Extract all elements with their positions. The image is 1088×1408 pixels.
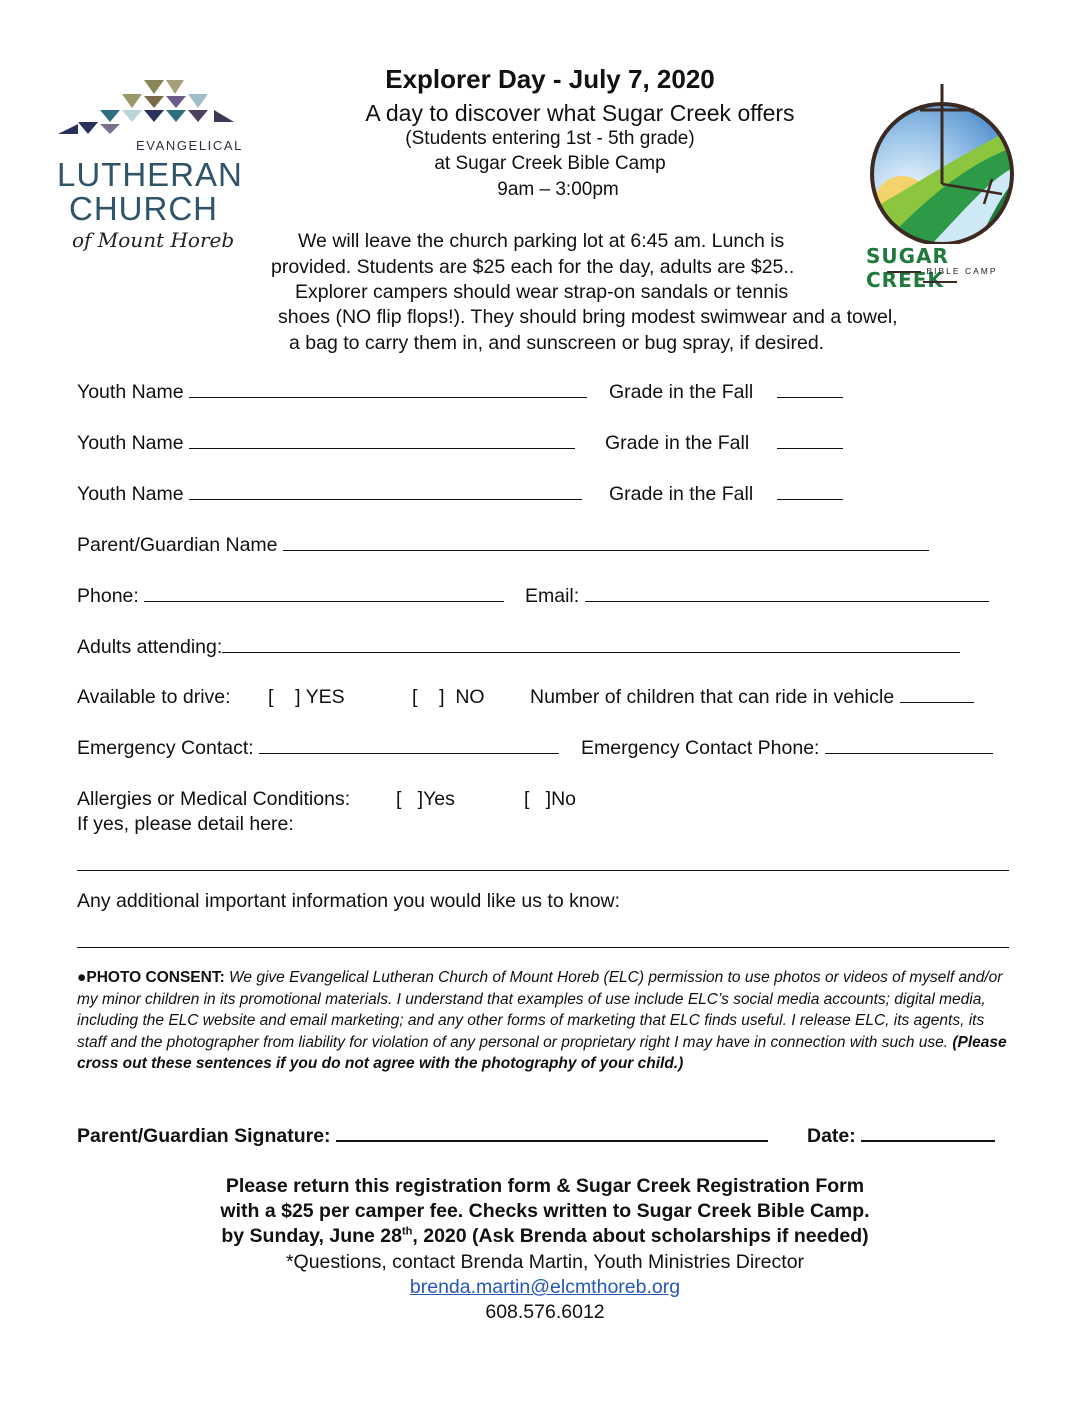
allergies-yes-checkbox[interactable]: [ ]Yes [396, 788, 455, 810]
emergency-contact-input[interactable] [259, 737, 559, 754]
signature-row [77, 1124, 768, 1148]
photo-consent-heading: ●PHOTO CONSENT: [77, 969, 225, 986]
location-text: at Sugar Creek Bible Camp [434, 153, 666, 174]
page-subtitle: A day to discover what Sugar Creek offers [365, 100, 795, 126]
grades-text: (Students entering 1st - 5th grade) [405, 128, 695, 149]
photo-consent-note: (Please cross out these sentences if you do not agree with the photography of your child.) [77, 1033, 1007, 1072]
emergency-phone-input[interactable] [825, 737, 993, 754]
emergency-contact-row [77, 737, 559, 760]
grade-label: Grade in the Fall [609, 483, 754, 505]
adults-input[interactable] [222, 636, 960, 653]
additional-info-input[interactable] [77, 947, 1009, 948]
grade-input[interactable] [777, 432, 843, 449]
signature-label: Parent/Guardian Signature: [77, 1125, 331, 1147]
intro-line: shoes (NO flip flops!). They should bring modest swimwear and a towel, [278, 306, 898, 328]
return-instructions-line: with a $25 per camper fee. Checks written to Sugar Creek Bible Camp. [220, 1200, 870, 1222]
contact-email-row [150, 1276, 940, 1299]
parent-name-label: Parent/Guardian Name [77, 534, 278, 556]
questions-line: *Questions, contact Brenda Martin, Youth Ministries Director [285, 1251, 805, 1273]
email-input[interactable] [585, 585, 989, 602]
emergency-phone-row [581, 737, 993, 760]
phone-input[interactable] [144, 585, 504, 602]
date-input[interactable] [861, 1124, 995, 1142]
children-row [530, 686, 974, 709]
parent-name-row [77, 534, 929, 557]
youth-name-label: Youth Name [77, 432, 184, 454]
phone-label: Phone: [77, 585, 139, 607]
elc-triangles-icon [54, 76, 244, 136]
elc-church-text: CHURCH [69, 190, 218, 227]
children-label: Number of children that can ride in vehicle [530, 686, 895, 708]
parent-name-input[interactable] [283, 534, 929, 551]
youth-name-input[interactable] [189, 381, 587, 398]
contact-phone: 608.576.6012 [485, 1301, 605, 1323]
page-title: Explorer Day - July 7, 2020 [385, 64, 715, 94]
grade-input[interactable] [777, 381, 843, 398]
sugar-creek-logo [862, 84, 1022, 292]
emergency-contact-label: Emergency Contact: [77, 737, 254, 759]
grade-row [609, 381, 843, 404]
youth-name-input[interactable] [189, 483, 582, 500]
drive-label: Available to drive: [77, 686, 231, 708]
allergies-no-checkbox[interactable]: [ ]No [524, 788, 577, 810]
allergies-detail-label: If yes, please detail here: [77, 813, 294, 835]
additional-info-label: Any additional important information you would like us to know: [77, 890, 621, 912]
grade-label: Grade in the Fall [609, 381, 754, 403]
grade-label: Grade in the Fall [605, 432, 750, 454]
elc-location-text: of Mount Horeb [72, 228, 235, 252]
youth-row [77, 381, 587, 404]
intro-line: Explorer campers should wear strap-on sandals or tennis [295, 281, 789, 303]
emergency-phone-label: Emergency Contact Phone: [581, 737, 820, 759]
email-label: Email: [525, 585, 580, 607]
adults-label: Adults attending: [77, 636, 223, 658]
grade-input[interactable] [777, 483, 843, 500]
youth-name-label: Youth Name [77, 483, 184, 505]
drive-yes-checkbox[interactable]: [ ] YES [268, 686, 345, 708]
return-instructions-line: Please return this registration form & Sugar Creek Registration Form [225, 1175, 865, 1197]
photo-consent [77, 967, 1007, 1075]
sugar-creek-subtitle: BIBLE CAMP [862, 266, 1018, 286]
youth-name-input[interactable] [189, 432, 575, 449]
children-input[interactable] [900, 686, 974, 703]
deadline-rest: , 2020 (Ask Brenda about scholarships if needed) [412, 1225, 869, 1247]
deadline-date: by Sunday, June 28 [221, 1225, 402, 1247]
allergies-detail-input[interactable] [77, 870, 1009, 871]
date-row [807, 1124, 995, 1148]
photo-consent-body: We give Evangelical Lutheran Church of Mount Horeb (ELC) permission to use photos or videos of myself and/or my minor children in its promotional materials. I understand that examples of use include ELC’s social media accounts; digital media, including the ELC website and email marketing; and any other forms of marketing that ELC finds useful. I release ELC, its agents, its staff and the photographer from liability for violation of any personal or proprietary right I may have in connection with such use. [77, 969, 1003, 1051]
elc-lutheran-text: LUTHERAN [57, 156, 243, 193]
deadline-ordinal: th [402, 1225, 413, 1238]
youth-name-label: Youth Name [77, 381, 184, 403]
phone-row [77, 585, 504, 608]
allergies-label: Allergies or Medical Conditions: [77, 788, 351, 810]
intro-line: provided. Students are $25 each for the day, adults are $25.. [271, 256, 795, 278]
deadline-line [150, 1225, 940, 1248]
email-row [525, 585, 989, 608]
date-label: Date: [807, 1125, 856, 1147]
grade-row [609, 483, 843, 506]
youth-row [77, 483, 582, 506]
signature-input[interactable] [336, 1124, 768, 1142]
intro-line: We will leave the church parking lot at 6:45 am. Lunch is [298, 230, 785, 252]
camp-emblem-icon [862, 84, 1022, 244]
youth-row [77, 432, 575, 455]
elc-logo [54, 76, 244, 256]
intro-line: a bag to carry them in, and sunscreen or bug spray, if desired. [289, 332, 825, 354]
drive-no-checkbox[interactable]: [ ] NO [412, 686, 485, 708]
grade-row [605, 432, 843, 455]
time-text: 9am – 3:00pm [497, 179, 619, 200]
contact-email-link[interactable]: brenda.martin@elcmthoreb.org [409, 1276, 681, 1298]
adults-row [77, 636, 960, 659]
sugar-creek-name: SUGAR CREEK [866, 244, 949, 292]
elc-evangelical-text: EVANGELICAL [136, 138, 243, 153]
